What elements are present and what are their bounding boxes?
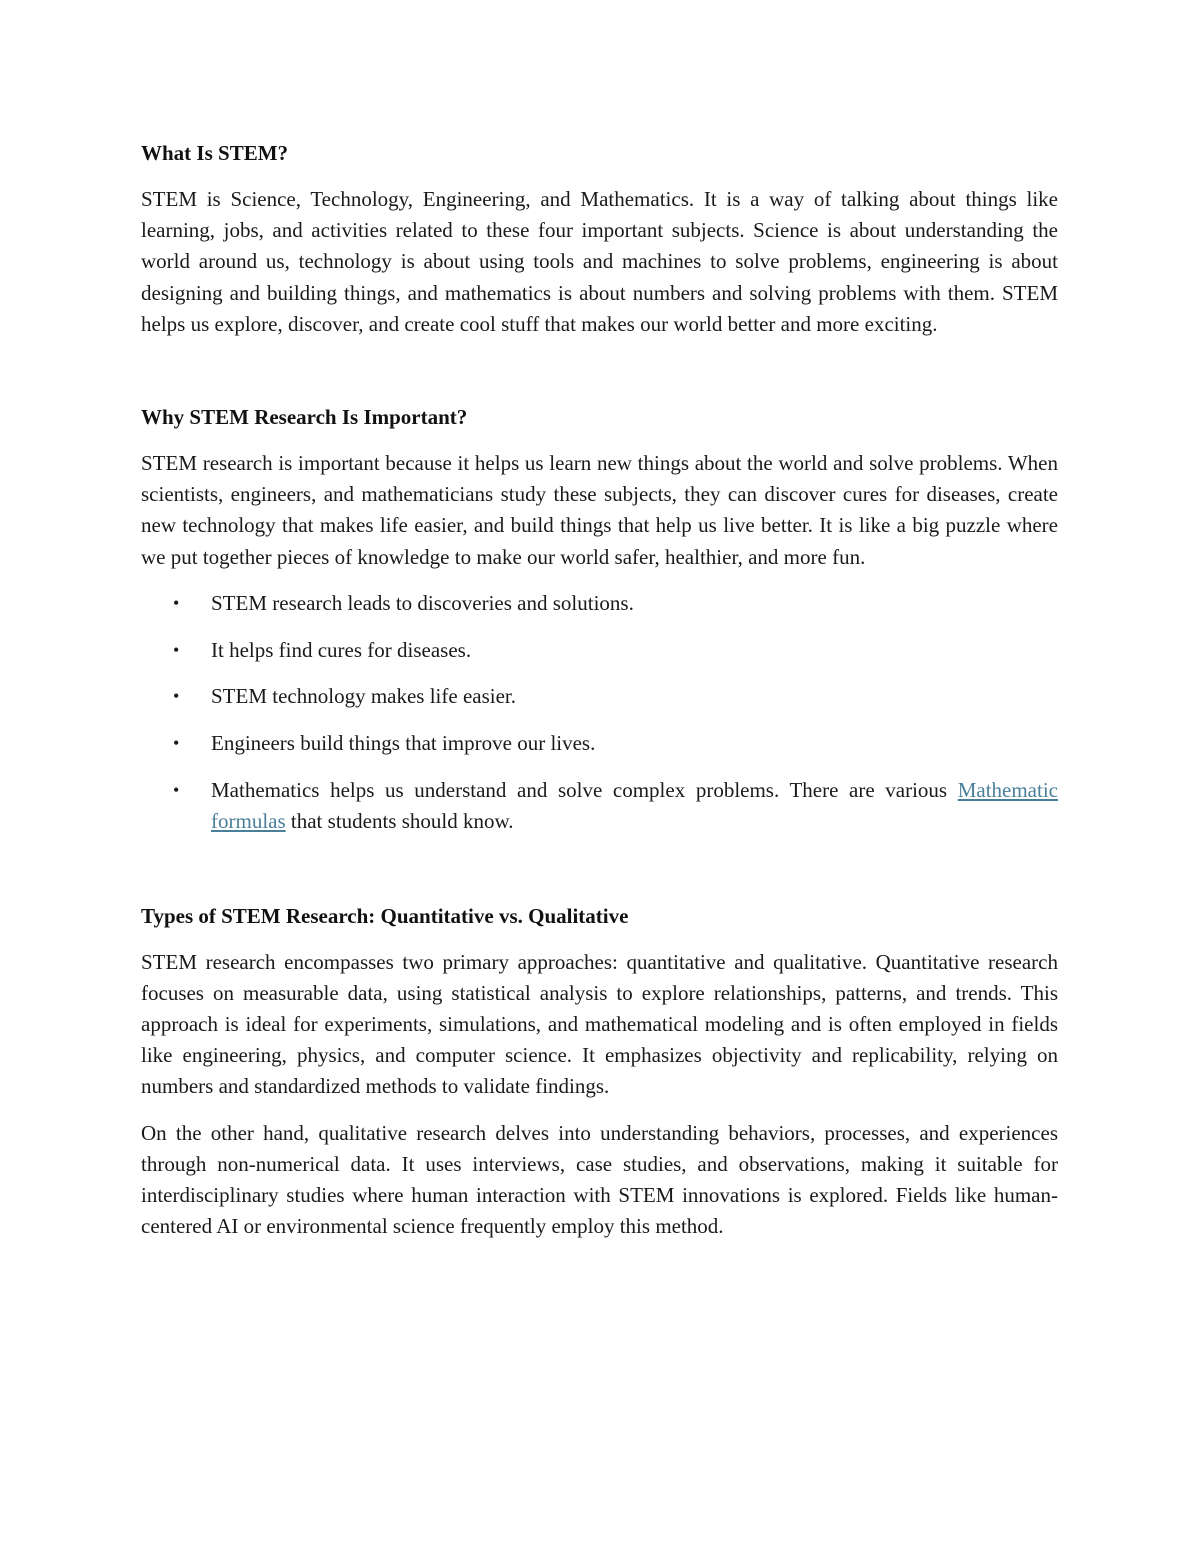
list-item xyxy=(141,728,1058,759)
section-spacer xyxy=(141,355,1058,402)
section-spacer xyxy=(141,853,1058,901)
list-item-text: Engineers build things that improve our lives. xyxy=(211,730,596,755)
list-item-text: STEM technology makes life easier. xyxy=(211,684,517,709)
list-item xyxy=(141,635,1058,666)
heading-types: Types of STEM Research: Quantitative vs. Qualitative xyxy=(141,903,629,928)
heading-why-important: Why STEM Research Is Important? xyxy=(141,405,468,430)
mathematic-formulas-link[interactable]: Mathematic formulas xyxy=(211,777,1058,833)
paragraph-quantitative: STEM research encompasses two primary approaches: quantitative and qualitative. Quantitative research focuses on measurable data, using statistical analysis to explore relationships, patterns, and trends. This approach is ideal for experiments, simulations, and mathematical modeling and is often employed in fields like engineering, physics, and computer science. It emphasizes objectivity and replicability, relying on numbers and standardized methods to validate findings. xyxy=(141,949,1058,1099)
paragraph-qualitative: On the other hand, qualitative research delves into understanding behaviors, processes, and experiences through non-numerical data. It uses interviews, case studies, and observations, making it suitable for interdisciplinary studies where human interaction with STEM innovations is explored. Fields like human-centered AI or environmental science frequently employ this method. xyxy=(141,1120,1058,1239)
list-item xyxy=(141,588,1058,619)
bullet-icon: • xyxy=(173,639,180,660)
bullet-icon: • xyxy=(173,779,180,800)
paragraph-why-important: STEM research is important because it helps us learn new things about the world and solve problems. When scientists, engineers, and mathematicians study these subjects, they can discover cures for diseases, create new technology that makes life easier, and build things that help us live better. It is like a big puzzle where we put together pieces of knowledge to make our world safer, healthier, and more fun. xyxy=(141,451,1058,569)
bullet-icon: • xyxy=(173,732,180,753)
list-item xyxy=(141,681,1058,712)
list-item xyxy=(141,775,1058,837)
list-item-text: It helps find cures for diseases. xyxy=(211,637,472,662)
bullet-icon: • xyxy=(173,686,180,707)
document-page xyxy=(141,138,1058,1257)
paragraph-what-is-stem: STEM is Science, Technology, Engineering, and Mathematics. It is a way of talking about things like learning, jobs, and activities related to these four important subjects. Science is about understanding the world around us, technology is about using tools and machines to solve problems, engineering is about designing and building things, and mathematics is about numbers and solving problems with them. STEM helps us explore, discover, and create cool stuff that makes our world better and more exciting. xyxy=(141,187,1058,336)
list-item-text-before-link: Mathematics helps us understand and solve complex problems. There are various xyxy=(211,777,958,802)
heading-what-is-stem: What Is STEM? xyxy=(141,141,289,165)
list-item-text: STEM research leads to discoveries and solutions. xyxy=(211,590,634,615)
bullet-icon: • xyxy=(173,592,180,613)
list-item-text-after-link: that students should know. xyxy=(285,808,514,833)
benefits-list xyxy=(141,588,1058,837)
